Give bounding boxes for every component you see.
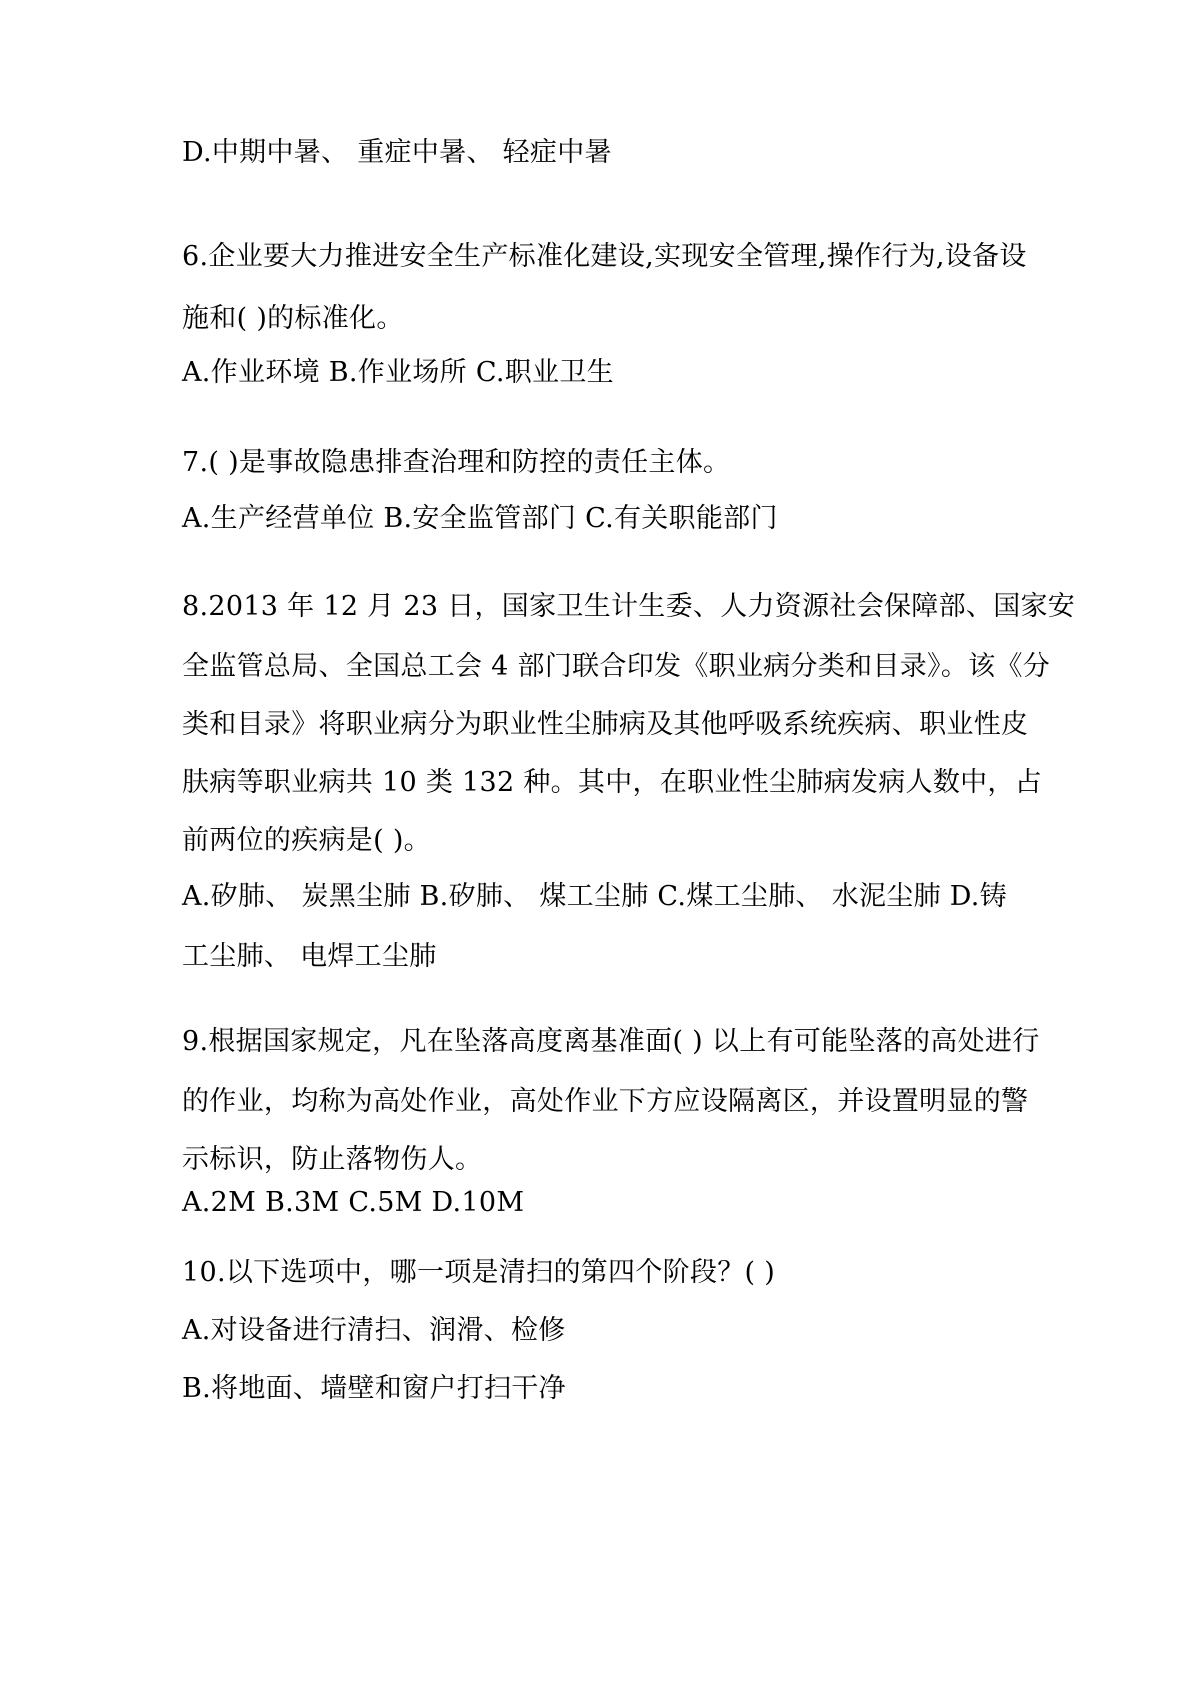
q9-question-line-3: 示标识，防止落物伤人。 <box>182 1144 483 1175</box>
q10-option-b: B.将地面、墙壁和窗户打扫干净 <box>182 1373 566 1404</box>
q6-question-line-1: 6.企业要大力推进安全生产标准化建设,实现安全管理,操作行为,设备设 <box>182 241 1027 272</box>
q8-question-line-4: 肤病等职业病共 10 类 132 种。其中，在职业性尘肺病发病人数中，占 <box>182 767 1043 798</box>
q9-question-line-1: 9.根据国家规定，凡在坠落高度离基准面( ) 以上有可能坠落的高处进行 <box>182 1026 1040 1057</box>
q6-question-line-2: 施和( )的标准化。 <box>182 303 404 334</box>
q10-question: 10.以下选项中，哪一项是清扫的第四个阶段？( ) <box>182 1257 776 1288</box>
q8-options-line-2: 工尘肺、 电焊工尘肺 <box>182 941 437 972</box>
q7-options: A.生产经营单位 B.安全监管部门 C.有关职能部门 <box>182 503 778 534</box>
q9-question-line-2: 的作业，均称为高处作业，高处作业下方应设隔离区，并设置明显的警 <box>182 1086 1029 1117</box>
q7-question: 7.( )是事故隐患排查治理和防控的责任主体。 <box>182 447 731 478</box>
q5-option-d: D.中期中暑、 重症中暑、 轻症中暑 <box>182 137 612 168</box>
q8-question-line-3: 类和目录》将职业病分为职业性尘肺病及其他呼吸系统疾病、职业性皮 <box>182 709 1029 740</box>
q9-options: A.2M B.3M C.5M D.10M <box>182 1187 525 1218</box>
q8-options-line-1: A.矽肺、 炭黑尘肺 B.矽肺、 煤工尘肺 C.煤工尘肺、 水泥尘肺 D.铸 <box>182 881 1007 912</box>
q8-question-line-5: 前两位的疾病是( )。 <box>182 825 431 856</box>
q6-options: A.作业环境 B.作业场所 C.职业卫生 <box>182 357 614 388</box>
q8-question-line-2: 全监管总局、全国总工会 4 部门联合印发《职业病分类和目录》。该《分 <box>182 651 1051 682</box>
q10-option-a: A.对设备进行清扫、润滑、检修 <box>182 1315 566 1346</box>
q8-question-line-1: 8.2013 年 12 月 23 日，国家卫生计生委、人力资源社会保障部、国家安 <box>182 591 1076 622</box>
